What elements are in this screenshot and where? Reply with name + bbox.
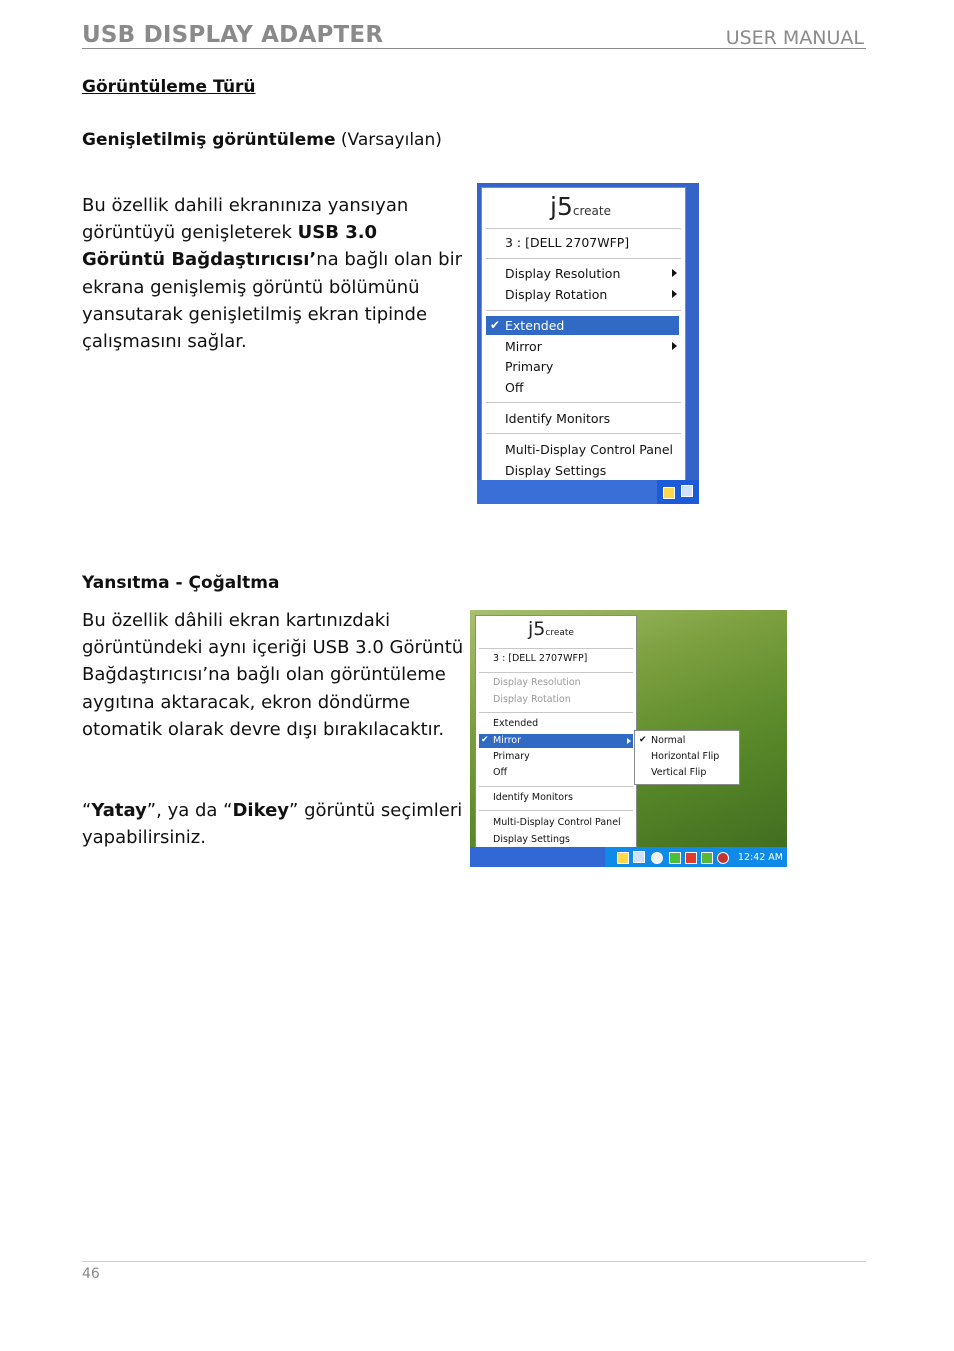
menu-item-control-panel[interactable]: Multi-Display Control Panel <box>505 442 673 457</box>
volume-icon[interactable] <box>685 852 697 864</box>
menu-item-display-resolution[interactable]: Display Resolution <box>505 266 621 281</box>
submenu-item-normal[interactable]: Normal <box>651 735 686 746</box>
tray-icon[interactable] <box>663 487 675 499</box>
j5create-logo: j5create <box>528 618 574 640</box>
submenu-item-horizontal-flip[interactable]: Horizontal Flip <box>651 751 720 762</box>
submenu-arrow-icon <box>672 342 677 350</box>
document-title: USB DISPLAY ADAPTER <box>82 22 384 48</box>
menu-item-display-settings[interactable]: Display Settings <box>493 834 571 845</box>
extended-text-b: na bağlı olan bir ekrana genişlemiş görüntü bölümünü yansutarak genişletilmiş ekran tipinde çalışmasını sağlar. <box>82 249 462 353</box>
extended-heading <box>82 130 442 150</box>
menu-item-identify-monitors[interactable]: Identify Monitors <box>505 411 611 426</box>
tray-icon[interactable] <box>651 852 663 864</box>
check-icon: ✔ <box>481 735 489 745</box>
mirror-paragraph: Bu özellik dâhili ekran kartınızdaki görüntündeki aynı içeriği USB 3.0 Görüntü Bağdaştırıcısı’na bağlı olan görüntüleme aygıtına aktaracak, ekron döndürme otomatik olarak devre dışı bırakılacaktır. <box>82 610 464 740</box>
menu-separator <box>486 310 681 311</box>
tray-icon[interactable] <box>617 852 629 864</box>
tray-icon[interactable] <box>669 852 681 864</box>
menu-separator <box>486 258 681 259</box>
taskbar <box>470 847 787 867</box>
page-number: 46 <box>82 1266 100 1282</box>
system-tray <box>657 480 699 504</box>
context-menu <box>481 187 686 483</box>
menu-separator <box>486 433 681 434</box>
screenshot-extended-menu <box>477 183 699 504</box>
menu-item-display-rotation[interactable]: Display Rotation <box>505 287 608 302</box>
option-yatay: Yatay <box>91 800 147 821</box>
check-icon: ✔ <box>490 318 501 332</box>
security-icon[interactable] <box>717 852 729 864</box>
display-adapter-tray-icon[interactable] <box>633 851 645 863</box>
submenu-arrow-icon <box>672 269 677 277</box>
footer-rule <box>82 1261 866 1262</box>
menu-separator <box>479 648 633 649</box>
menu-item-mirror[interactable]: Mirror <box>505 339 542 354</box>
menu-separator <box>479 786 633 787</box>
menu-separator <box>479 672 633 673</box>
menu-separator <box>486 228 681 229</box>
menu-item-off[interactable]: Off <box>505 380 524 395</box>
check-icon: ✔ <box>639 735 647 745</box>
menu-item-mirror[interactable]: Mirror <box>493 735 521 746</box>
context-menu <box>475 615 637 856</box>
menu-item-display-settings[interactable]: Display Settings <box>505 463 607 478</box>
menu-item-monitor[interactable]: 3 : [DELL 2707WFP] <box>505 235 630 250</box>
mirror-heading: Yansıtma - Çoğaltma <box>82 573 280 593</box>
screenshot-mirror-menu <box>470 610 787 867</box>
extended-paragraph <box>82 192 462 355</box>
system-tray <box>605 847 787 867</box>
display-adapter-tray-icon[interactable] <box>681 485 693 497</box>
extended-text-a: Bu özellik dahili ekranınıza yansıyan görüntüyü genişleterek <box>82 195 409 244</box>
menu-separator <box>479 712 633 713</box>
text-between: ”, ya da “ <box>146 800 233 821</box>
submenu-arrow-icon <box>627 738 631 744</box>
document-subtitle: USER MANUAL <box>725 27 864 49</box>
section-title: Görüntüleme Türü <box>82 77 256 97</box>
menu-item-primary[interactable]: Primary <box>505 359 554 374</box>
text-end: ” görüntü seçimleri yapabilirsiniz. <box>82 800 463 849</box>
menu-item-control-panel[interactable]: Multi-Display Control Panel <box>493 817 621 828</box>
menu-item-display-resolution: Display Resolution <box>493 677 581 688</box>
extended-text-bold: USB 3.0 Görüntü Bağdaştırıcısı’ <box>82 222 378 271</box>
menu-item-primary[interactable]: Primary <box>493 751 530 762</box>
quote-open: “ <box>82 800 92 821</box>
menu-separator <box>486 402 681 403</box>
extended-heading-rest: (Varsayılan) <box>335 130 442 150</box>
menu-item-off[interactable]: Off <box>493 767 508 778</box>
mirror-options-paragraph <box>82 797 472 851</box>
clock: 12:42 AM <box>737 852 783 863</box>
submenu-item-vertical-flip[interactable]: Vertical Flip <box>651 767 707 778</box>
menu-item-display-rotation: Display Rotation <box>493 694 571 705</box>
header-rule <box>82 48 866 49</box>
taskbar <box>477 480 699 504</box>
menu-item-identify-monitors[interactable]: Identify Monitors <box>493 792 573 803</box>
menu-item-extended[interactable]: Extended <box>493 718 539 729</box>
submenu-arrow-icon <box>672 290 677 298</box>
extended-heading-bold: Genişletilmiş görüntüleme <box>82 130 336 150</box>
tray-icon[interactable] <box>701 852 713 864</box>
menu-item-extended[interactable]: Extended <box>505 318 565 333</box>
j5create-logo: j5create <box>550 192 611 221</box>
mirror-submenu <box>634 730 740 785</box>
menu-separator <box>479 810 633 811</box>
menu-item-monitor[interactable]: 3 : [DELL 2707WFP] <box>493 653 588 664</box>
option-dikey: Dikey <box>232 800 290 821</box>
